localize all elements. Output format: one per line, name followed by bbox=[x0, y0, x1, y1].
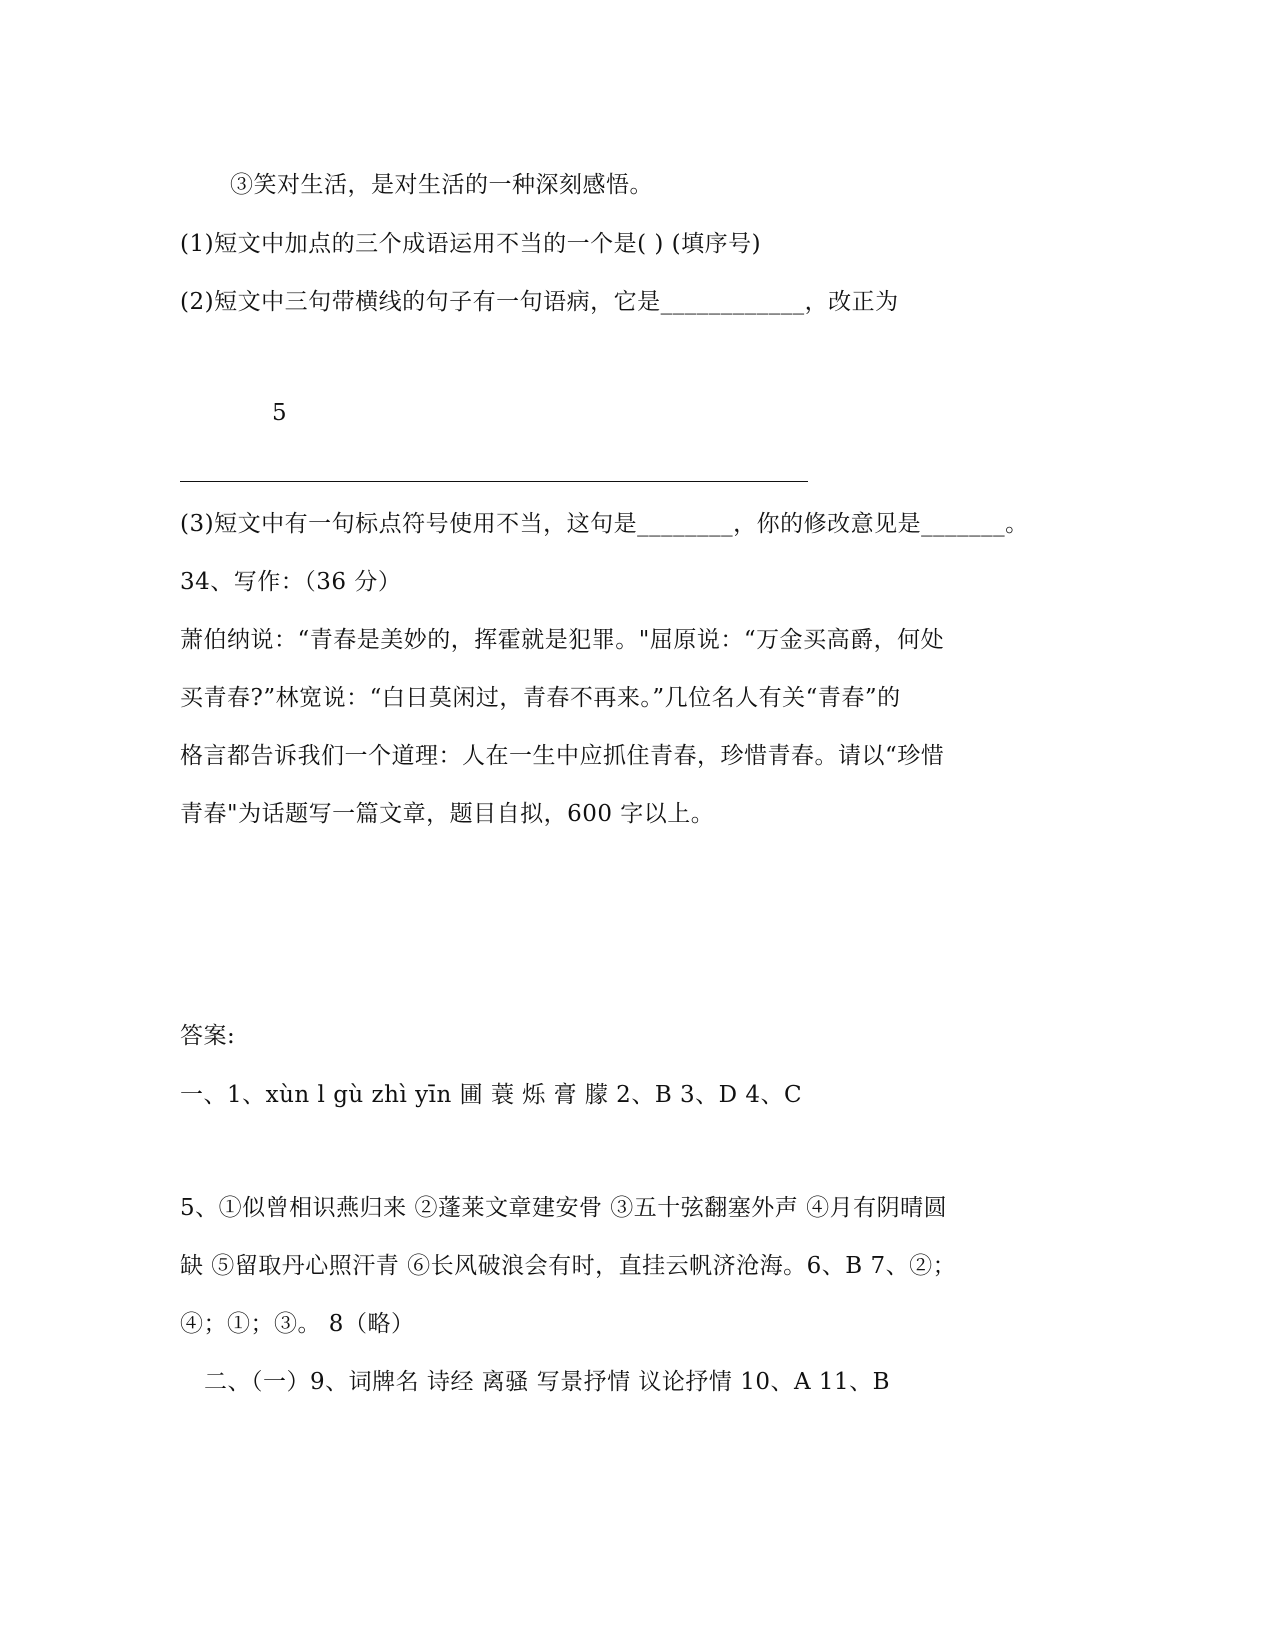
answer-line-1: 一、1、xùn l gù zhì yīn 圃 蓑 烁 膏 朦 2、B 3、D 4、C bbox=[180, 1082, 803, 1108]
answer-line-2: 5、①似曾相识燕归来 ②蓬莱文章建安骨 ③五十弦翻塞外声 ④月有阴晴圆 bbox=[180, 1195, 948, 1221]
writing-prompt-line-4: 青春"为话题写一篇文章，题目自拟，600 字以上。 bbox=[180, 801, 715, 827]
answer-line-5: 二、（一）9、词牌名 诗经 离骚 写景抒情 议论抒情 10、A 11、B bbox=[204, 1369, 891, 1395]
answer-line-3: 缺 ⑤留取丹心照汗青 ⑥长风破浪会有时，直挂云帆济沧海。6、B 7、②； bbox=[180, 1253, 957, 1279]
writing-prompt-line-3: 格言都告诉我们一个道理：人在一生中应抓住青春，珍惜青春。请以“珍惜 bbox=[180, 743, 945, 769]
writing-prompt-line-1: 萧伯纳说：“青春是美妙的，挥霍就是犯罪。"屈原说：“万金买高爵，何处 bbox=[180, 627, 945, 653]
answer-line-4: ④；①；③。 8（略） bbox=[180, 1311, 415, 1337]
writing-heading: 34、写作：（36 分） bbox=[180, 569, 402, 595]
page-number: 5 bbox=[272, 400, 288, 426]
question-2: (2)短文中三句带横线的句子有一句语病，它是____________，改正为 bbox=[180, 289, 899, 315]
question-1: (1)短文中加点的三个成语运用不当的一个是( ) (填序号) bbox=[180, 231, 762, 257]
writing-prompt-line-2: 买青春?”林宽说：“白日莫闲过，青春不再来。”几位名人有关“青春”的 bbox=[180, 685, 901, 711]
sentence-3: ③笑对生活，是对生活的一种深刻感悟。 bbox=[230, 172, 653, 198]
answers-heading: 答案: bbox=[180, 1023, 236, 1049]
question-3: (3)短文中有一句标点符号使用不当，这句是________，你的修改意见是_______。 bbox=[180, 511, 1029, 537]
answer-blank-line bbox=[180, 481, 808, 482]
